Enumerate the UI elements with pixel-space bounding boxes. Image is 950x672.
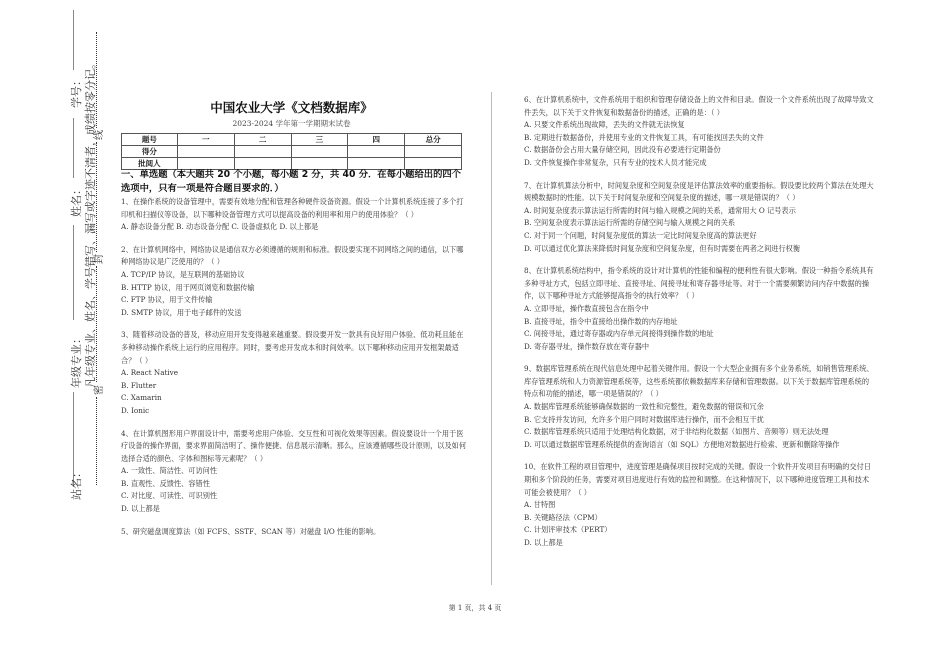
question-3 <box>121 329 466 417</box>
page-footer: 第 1 页，共 4 页 <box>448 604 502 612</box>
option-b: B. HTTP 协议，用于网页浏览和数据传输 <box>121 282 255 292</box>
option-d: D. Ionic <box>121 405 150 415</box>
score-table-cell: 总分 <box>405 134 462 146</box>
option-c: C. Xamarin <box>121 393 162 403</box>
score-table-cell: 四 <box>348 134 405 146</box>
option-d: D. 可以通过数据库管理系统提供的查询语言（如 SQL）方便地对数据进行检索、更新和删除等操作 <box>524 439 840 449</box>
seal-mark-mi: 密 <box>94 385 105 395</box>
question-stem: 6、在计算机系统中，文件系统用于组织和管理存储设备上的文件和目录。假设一个文件系统出现了故障导致文件丢失，以下关于文件恢复和数据备份的描述，正确的是：（ ） <box>524 95 874 117</box>
question-stem: 8、在计算机系统结构中，指令系统的设计对计算机的性能和编程的便利性有很大影响。假设一种指令系统具有多种寻址方式，包括立即寻址、直接寻址、间接寻址和寄存器寻址等。对于一个需要频繁访问内存中数据的操作，以下哪种寻址方式能够提高指令的执行效率？（ ） <box>524 266 874 301</box>
student-id-label: 学号： <box>70 75 83 108</box>
question-9 <box>524 363 874 451</box>
major-label: 年级专业： <box>70 333 83 388</box>
question-8 <box>524 265 874 353</box>
question-stem: 10、在软件工程的项目管理中，进度管理是确保项目按时完成的关键。假设一个软件开发项目有明确的交付日期和多个阶段的任务，需要对项目进度进行有效的监控和调整。在这种情况下，以下哪种进度管理工具和技术可能会被使用？（ ） <box>524 462 871 497</box>
column-divider <box>491 92 492 585</box>
option-d: D. 以上都是 <box>524 538 563 547</box>
score-input-cell[interactable] <box>291 146 348 158</box>
question-stem: 4、在计算机图形用户界面设计中，需要考虑用户体验、交互性和可视化效果等因素。假设要设计一个用于医疗设备的操作界面，要求界面简洁明了、操作便捷、信息展示清晰。那么，应该遵循哪些设计原则，以及如何选择合适的颜色、字体和图标等元素呢？（ ） <box>121 428 467 463</box>
seal-line-segment <box>96 32 97 128</box>
score-table-header-row <box>122 134 462 146</box>
score-table-cell: 三 <box>291 134 348 146</box>
option-a: A. 时间复杂度表示算法运行所需的时间与输入规模之间的关系，通常用大 O 记号表示 <box>524 205 796 215</box>
question-4 <box>121 428 466 516</box>
option-b: B. 直接寻址，指令中直接给出操作数的内存地址 <box>524 316 678 326</box>
option-b: B. 空间复杂度表示算法运行所需的存储空间与输入规模之间的关系 <box>524 218 736 228</box>
option-b: B. 直观性、反馈性、容错性 <box>121 478 210 488</box>
option-d: D. 可以通过优化算法来降低时间复杂度和空间复杂度，但有时需要在两者之间进行权衡 <box>524 243 801 253</box>
score-row-label: 得分 <box>122 146 178 158</box>
seal-mark-feng: 封 <box>94 254 105 264</box>
score-table-cell: 一 <box>177 134 234 146</box>
question-stem: 7、在计算机算法分析中，时间复杂度和空间复杂度是评估算法效率的重要指标。假设要比较两个算法在处理大规模数据时的性能。以下关于时间复杂度和空间复杂度的描述，哪一项是错误的？（ ） <box>524 180 874 203</box>
exam-subtitle: 2023-2024 学年第一学期期末试卷 <box>232 119 351 128</box>
option-d: D. 文件恢复操作非常复杂，只有专业的技术人员才能完成 <box>524 157 707 167</box>
grader-row-label: 批阅人 <box>122 158 178 170</box>
section-heading: 一、单选题（本大题共 20 个小题，每小题 2 分，共 40 分．在每小题给出的四个选项中，只有一项是符合题目要求的．） <box>121 169 461 194</box>
option-a: A. 立即寻址，操作数直接包含在指令中 <box>524 303 649 313</box>
question-options: A. 静态设备分配 B. 动态设备分配 C. 设备虚拟化 D. 以上都是 <box>121 222 319 232</box>
option-c: C. FTP 协议，用于文件传输 <box>121 295 213 305</box>
exam-title: 中国农业大学《文档数据库》 <box>210 100 373 115</box>
question-10 <box>524 461 874 549</box>
score-table-cell: 题号 <box>122 134 178 146</box>
score-table-row <box>122 146 462 158</box>
seal-line-segment <box>96 266 97 382</box>
school-label: 站名： <box>70 467 83 500</box>
major-underline-top <box>73 225 74 320</box>
option-b: B. Flutter <box>121 380 157 390</box>
option-a: A. 甘特图 <box>524 500 556 510</box>
seal-mark-xian: 线 <box>94 130 105 140</box>
score-table <box>121 133 462 170</box>
option-c: C. 数据备份会占用大量存储空间，因此没有必要进行定期备份 <box>524 145 721 155</box>
question-stem: 1、在操作系统的设备管理中，需要有效地分配和管理各种硬件设备资源。假设一个计算机系统连接了多个打印机和扫描仪等设备，以下哪种设备管理方式可以提高设备的利用率和用户的使用体验？（ ） <box>121 197 464 219</box>
student-id-underline <box>73 10 74 70</box>
question-stem: 3、随着移动设备的普及，移动应用开发变得越来越重要。假设要开发一款具有良好用户体验、低功耗且能在多种移动操作系统上运行的应用程序。同时，要考虑开发成本和时间效率。以下哪种移动应用开发框架最适合？（ ） <box>121 330 464 365</box>
option-a: A. 只要文件系统出现故障，丢失的文件就无法恢复 <box>524 120 685 130</box>
option-c: C. 对比度、可读性、可识别性 <box>121 491 218 501</box>
score-input-cell[interactable] <box>177 146 234 158</box>
option-a: A. 一致性、简洁性、可访问性 <box>121 466 218 476</box>
question-2 <box>121 244 466 320</box>
seal-line-segment <box>96 142 97 252</box>
question-stem: 9、数据库管理系统在现代信息处理中起着关键作用。假设一个大型企业拥有多个业务系统，如销售管理系统、库存管理系统和人力资源管理系统等，这些系统都依赖数据库来存储和管理数据。以下关于数据库管理系统的特点和功能的描述，哪一项是错误的？（ ） <box>524 364 874 399</box>
question-6 <box>524 94 874 170</box>
option-c: C. 数据库管理系统只适用于处理结构化数据，对于非结构化数据（如图片、音频等）则无法处理 <box>524 427 829 437</box>
score-input-cell[interactable] <box>348 146 405 158</box>
option-a: A. 数据库管理系统能够确保数据的一致性和完整性，避免数据的错误和冗余 <box>524 402 764 412</box>
option-b: B. 定期进行数据备份，并使用专业的文件恢复工具，有可能找回丢失的文件 <box>524 132 764 142</box>
score-input-cell[interactable] <box>234 146 291 158</box>
seal-line-segment <box>96 397 97 485</box>
score-table-cell: 二 <box>234 134 291 146</box>
question-7 <box>524 180 874 256</box>
name-label: 姓名： <box>70 184 83 217</box>
option-c: C. 计划评审技术（PERT） <box>524 525 612 535</box>
option-d: D. SMTP 协议，用于电子邮件的发送 <box>121 307 242 317</box>
option-a: A. TCP/IP 协议，是互联网的基础协议 <box>121 269 245 279</box>
binding-warning: 凡年级专业、姓名、学号错写、漏写或字迹不清者，成绩按零分记。 <box>84 58 97 388</box>
option-d: D. 以上都是 <box>121 504 160 514</box>
option-a: A. React Native <box>121 368 178 378</box>
question-5 <box>121 526 466 539</box>
option-b: B. 关键路径法（CPM） <box>524 512 602 522</box>
question-stem: 2、在计算机网络中，网络协议是通信双方必须遵循的规则和标准。假设要实现不同网络之间的通信，以下哪种网络协议是广泛使用的？（ ） <box>121 244 464 267</box>
option-d: D. 寄存器寻址，操作数存放在寄存器中 <box>524 341 650 351</box>
question-stem: 5、研究磁盘调度算法（如 FCFS、SSTF、SCAN 等）对磁盘 I/O 性能的影响。 <box>121 526 381 536</box>
name-underline <box>73 118 74 178</box>
option-b: B. 它支持并发访问，允许多个用户同时对数据库进行操作，而不会相互干扰 <box>524 414 764 424</box>
option-c: C. 间接寻址，通过寄存器或内存单元间接得到操作数的地址 <box>524 329 714 339</box>
binding-margin <box>0 0 110 672</box>
left-column <box>121 196 466 548</box>
question-1 <box>121 196 466 234</box>
right-column <box>524 94 874 560</box>
option-c: C. 对于同一个问题，时间复杂度低的算法一定比时间复杂度高的算法更好 <box>524 230 757 240</box>
score-input-cell[interactable] <box>405 146 462 158</box>
